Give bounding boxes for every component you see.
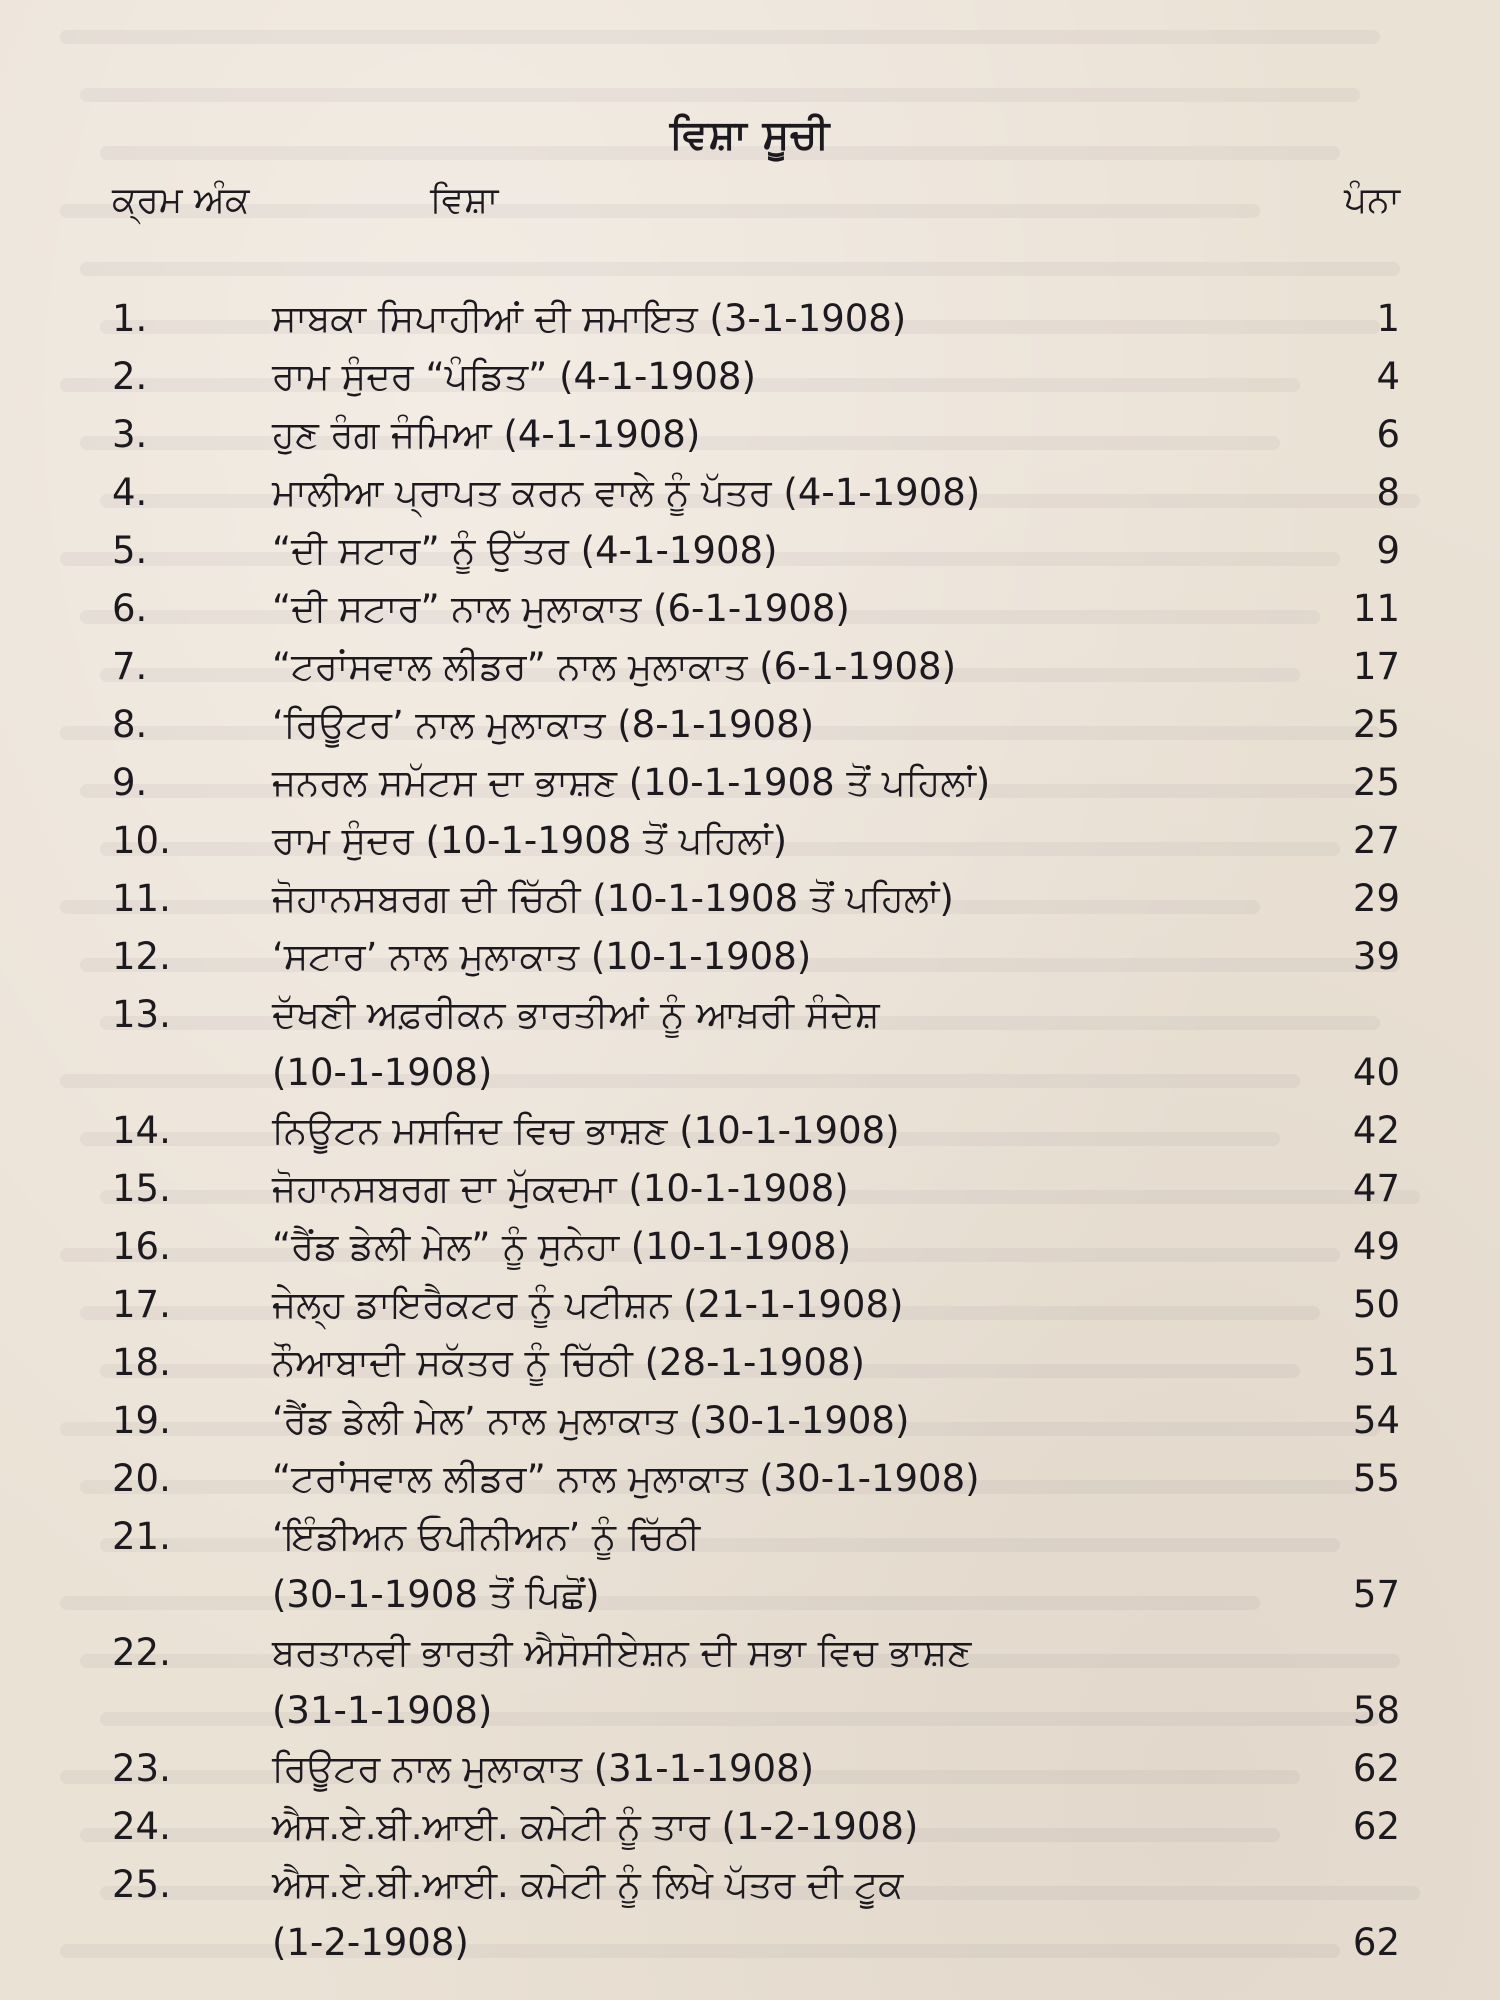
show-through-stripe — [60, 30, 1380, 44]
toc-row — [0, 1856, 1500, 1914]
toc-row — [0, 1218, 1500, 1276]
entry-title: ਐਸ.ਏ.ਬੀ.ਆਈ. ਕਮੇਟੀ ਨੂੰ ਲਿਖੇ ਪੱਤਰ ਦੀ ਟੂਕ — [272, 1863, 904, 1906]
entry-title: ‘ਰੈਂਡ ਡੇਲੀ ਮੇਲ’ ਨਾਲ ਮੁਲਾਕਾਤ (30-1-1908) — [272, 1399, 910, 1442]
toc-entry — [0, 812, 1500, 870]
entry-number: 22. — [112, 1631, 171, 1674]
toc-row — [0, 870, 1500, 928]
entry-page-number: 6 — [1376, 413, 1400, 456]
toc-entry — [0, 754, 1500, 812]
toc-row — [0, 348, 1500, 406]
toc-row — [0, 1740, 1500, 1798]
entry-title: (10-1-1908) — [272, 1051, 493, 1094]
show-through-stripe — [80, 88, 1360, 102]
toc-row — [0, 1914, 1500, 1972]
toc-row — [0, 1508, 1500, 1566]
toc-entry — [0, 406, 1500, 464]
entry-page-number: 8 — [1376, 471, 1400, 514]
toc-row — [0, 986, 1500, 1044]
entry-title: ਸਾਬਕਾ ਸਿਪਾਹੀਆਂ ਦੀ ਸਮਾਇਤ (3-1-1908) — [272, 297, 907, 340]
entry-title: ਨੌਆਬਾਦੀ ਸਕੱਤਰ ਨੂੰ ਚਿੱਠੀ (28-1-1908) — [272, 1341, 865, 1384]
toc-row — [0, 1102, 1500, 1160]
entry-title: ‘ਰਿਊਟਰ’ ਨਾਲ ਮੁਲਾਕਾਤ (8-1-1908) — [272, 703, 815, 746]
entry-number: 10. — [112, 819, 171, 862]
toc-entry — [0, 638, 1500, 696]
header-page: ਪੰਨਾ — [1343, 180, 1400, 221]
entry-page-number: 17 — [1352, 645, 1400, 688]
toc-row — [0, 812, 1500, 870]
toc-row — [0, 754, 1500, 812]
entry-title: “ਟਰਾਂਸਵਾਲ ਲੀਡਰ” ਨਾਲ ਮੁਲਾਕਾਤ (6-1-1908) — [272, 645, 957, 688]
entry-page-number: 51 — [1352, 1341, 1400, 1384]
toc-row — [0, 1044, 1500, 1102]
entry-title: ਜਨਰਲ ਸਮੱਟਸ ਦਾ ਭਾਸ਼ਣ (10-1-1908 ਤੋਂ ਪਹਿਲਾਂ) — [272, 761, 991, 804]
entry-page-number: 55 — [1352, 1457, 1400, 1500]
toc-row — [0, 1160, 1500, 1218]
entry-page-number: 25 — [1352, 703, 1400, 746]
toc-row — [0, 1450, 1500, 1508]
page-title: ਵਿਸ਼ਾ ਸੂਚੀ — [669, 112, 831, 158]
entry-number: 2. — [112, 355, 148, 398]
entry-page-number: 62 — [1352, 1747, 1400, 1790]
toc-entry — [0, 928, 1500, 986]
entry-number: 8. — [112, 703, 148, 746]
entry-number: 25. — [112, 1863, 171, 1906]
toc-row — [0, 1624, 1500, 1682]
entry-page-number: 27 — [1352, 819, 1400, 862]
entry-number: 4. — [112, 471, 148, 514]
entry-number: 9. — [112, 761, 148, 804]
toc-entry — [0, 290, 1500, 348]
toc-entry — [0, 1798, 1500, 1856]
table-of-contents — [0, 290, 1500, 1972]
entry-title: “ਦੀ ਸਟਾਰ” ਨਾਲ ਮੁਲਾਕਾਤ (6-1-1908) — [272, 587, 850, 630]
entry-title: (30-1-1908 ਤੋਂ ਪਿਛੋਂ) — [272, 1573, 600, 1616]
toc-entry — [0, 986, 1500, 1102]
entry-number: 14. — [112, 1109, 171, 1152]
entry-number: 12. — [112, 935, 171, 978]
toc-entry — [0, 464, 1500, 522]
entry-page-number: 39 — [1352, 935, 1400, 978]
entry-number: 20. — [112, 1457, 171, 1500]
entry-page-number: 1 — [1376, 297, 1400, 340]
entry-page-number: 49 — [1352, 1225, 1400, 1268]
entry-number: 19. — [112, 1399, 171, 1442]
entry-title: ਨਿਊਟਨ ਮਸਜਿਦ ਵਿਚ ਭਾਸ਼ਣ (10-1-1908) — [272, 1109, 900, 1152]
entry-title: ਰਿਊਟਰ ਨਾਲ ਮੁਲਾਕਾਤ (31-1-1908) — [272, 1747, 815, 1790]
toc-entry — [0, 1392, 1500, 1450]
entry-page-number: 50 — [1352, 1283, 1400, 1326]
toc-row — [0, 1276, 1500, 1334]
entry-number: 1. — [112, 297, 148, 340]
toc-entry — [0, 1160, 1500, 1218]
toc-entry — [0, 1740, 1500, 1798]
entry-title: ਜੇਲ੍ਹ ਡਾਇਰੈਕਟਰ ਨੂੰ ਪਟੀਸ਼ਨ (21-1-1908) — [272, 1283, 904, 1326]
entry-title: “ਰੈਂਡ ਡੇਲੀ ਮੇਲ” ਨੂੰ ਸੁਨੇਹਾ (10-1-1908) — [272, 1225, 852, 1268]
toc-entry — [0, 1334, 1500, 1392]
toc-entry — [0, 870, 1500, 928]
entry-page-number: 29 — [1352, 877, 1400, 920]
entry-number: 5. — [112, 529, 148, 572]
entry-number: 16. — [112, 1225, 171, 1268]
entry-page-number: 11 — [1352, 587, 1400, 630]
toc-entry — [0, 696, 1500, 754]
toc-row — [0, 464, 1500, 522]
toc-row — [0, 1334, 1500, 1392]
toc-row — [0, 1682, 1500, 1740]
entry-page-number: 25 — [1352, 761, 1400, 804]
entry-title: (1-2-1908) — [272, 1921, 469, 1964]
toc-entry — [0, 1508, 1500, 1624]
entry-number: 23. — [112, 1747, 171, 1790]
entry-number: 21. — [112, 1515, 171, 1558]
toc-row — [0, 580, 1500, 638]
entry-title: ਜੋਹਾਨਸਬਰਗ ਦੀ ਚਿੱਠੀ (10-1-1908 ਤੋਂ ਪਹਿਲਾਂ) — [272, 877, 954, 920]
header-serial-number: ਕ੍ਰਮ ਅੰਕ — [112, 180, 250, 221]
entry-page-number: 54 — [1352, 1399, 1400, 1442]
toc-row — [0, 638, 1500, 696]
toc-entry — [0, 1102, 1500, 1160]
entry-title: ‘ਸਟਾਰ’ ਨਾਲ ਮੁਲਾਕਾਤ (10-1-1908) — [272, 935, 812, 978]
toc-row — [0, 522, 1500, 580]
entry-page-number: 62 — [1352, 1805, 1400, 1848]
entry-title: ਹੁਣ ਰੰਗ ਜੰਮਿਆ (4-1-1908) — [272, 413, 701, 456]
toc-entry — [0, 1218, 1500, 1276]
toc-entry — [0, 1450, 1500, 1508]
entry-title: ਜੋਹਾਨਸਬਰਗ ਦਾ ਮੁੱਕਦਮਾ (10-1-1908) — [272, 1167, 849, 1210]
toc-entry — [0, 1856, 1500, 1972]
entry-number: 17. — [112, 1283, 171, 1326]
toc-entry — [0, 522, 1500, 580]
toc-row — [0, 928, 1500, 986]
entry-page-number: 58 — [1352, 1689, 1400, 1732]
toc-row — [0, 1566, 1500, 1624]
entry-page-number: 47 — [1352, 1167, 1400, 1210]
entry-page-number: 57 — [1352, 1573, 1400, 1616]
entry-number: 13. — [112, 993, 171, 1036]
entry-page-number: 62 — [1352, 1921, 1400, 1964]
entry-title: ਦੱਖਣੀ ਅਫ਼ਰੀਕਨ ਭਾਰਤੀਆਂ ਨੂੰ ਆਖ਼ਰੀ ਸੰਦੇਸ਼ — [272, 993, 880, 1036]
toc-entry — [0, 580, 1500, 638]
entry-title: ਐਸ.ਏ.ਬੀ.ਆਈ. ਕਮੇਟੀ ਨੂੰ ਤਾਰ (1-2-1908) — [272, 1805, 919, 1848]
entry-page-number: 42 — [1352, 1109, 1400, 1152]
entry-number: 24. — [112, 1805, 171, 1848]
toc-entry — [0, 1276, 1500, 1334]
entry-page-number: 4 — [1376, 355, 1400, 398]
entry-number: 15. — [112, 1167, 171, 1210]
toc-row — [0, 406, 1500, 464]
entry-title: ‘ਇੰਡੀਅਨ ਓਪੀਨੀਅਨ’ ਨੂੰ ਚਿੱਠੀ — [272, 1515, 701, 1558]
toc-row — [0, 290, 1500, 348]
entry-title: ਰਾਮ ਸੁੰਦਰ “ਪੰਡਿਤ” (4-1-1908) — [272, 355, 756, 398]
entry-number: 11. — [112, 877, 171, 920]
entry-title: ਬਰਤਾਨਵੀ ਭਾਰਤੀ ਐਸੋਸੀਏਸ਼ਨ ਦੀ ਸਭਾ ਵਿਚ ਭਾਸ਼ਣ — [272, 1631, 972, 1674]
toc-entry — [0, 1624, 1500, 1740]
entry-title: ਮਾਲੀਆ ਪ੍ਰਾਪਤ ਕਰਨ ਵਾਲੇ ਨੂੰ ਪੱਤਰ (4-1-1908) — [272, 471, 981, 514]
entry-title: ਰਾਮ ਸੁੰਦਰ (10-1-1908 ਤੋਂ ਪਹਿਲਾਂ) — [272, 819, 788, 862]
toc-row — [0, 696, 1500, 754]
entry-page-number: 9 — [1376, 529, 1400, 572]
entry-number: 3. — [112, 413, 148, 456]
entry-number: 6. — [112, 587, 148, 630]
toc-row — [0, 1798, 1500, 1856]
entry-number: 7. — [112, 645, 148, 688]
entry-title: “ਦੀ ਸਟਾਰ” ਨੂੰ ਉੱਤਰ (4-1-1908) — [272, 529, 778, 572]
entry-page-number: 40 — [1352, 1051, 1400, 1094]
entry-title: “ਟਰਾਂਸਵਾਲ ਲੀਡਰ” ਨਾਲ ਮੁਲਾਕਾਤ (30-1-1908) — [272, 1457, 980, 1500]
toc-row — [0, 1392, 1500, 1450]
entry-number: 18. — [112, 1341, 171, 1384]
toc-entry — [0, 348, 1500, 406]
entry-title: (31-1-1908) — [272, 1689, 493, 1732]
show-through-stripe — [80, 262, 1400, 276]
header-topic: ਵਿਸ਼ਾ — [430, 180, 499, 221]
